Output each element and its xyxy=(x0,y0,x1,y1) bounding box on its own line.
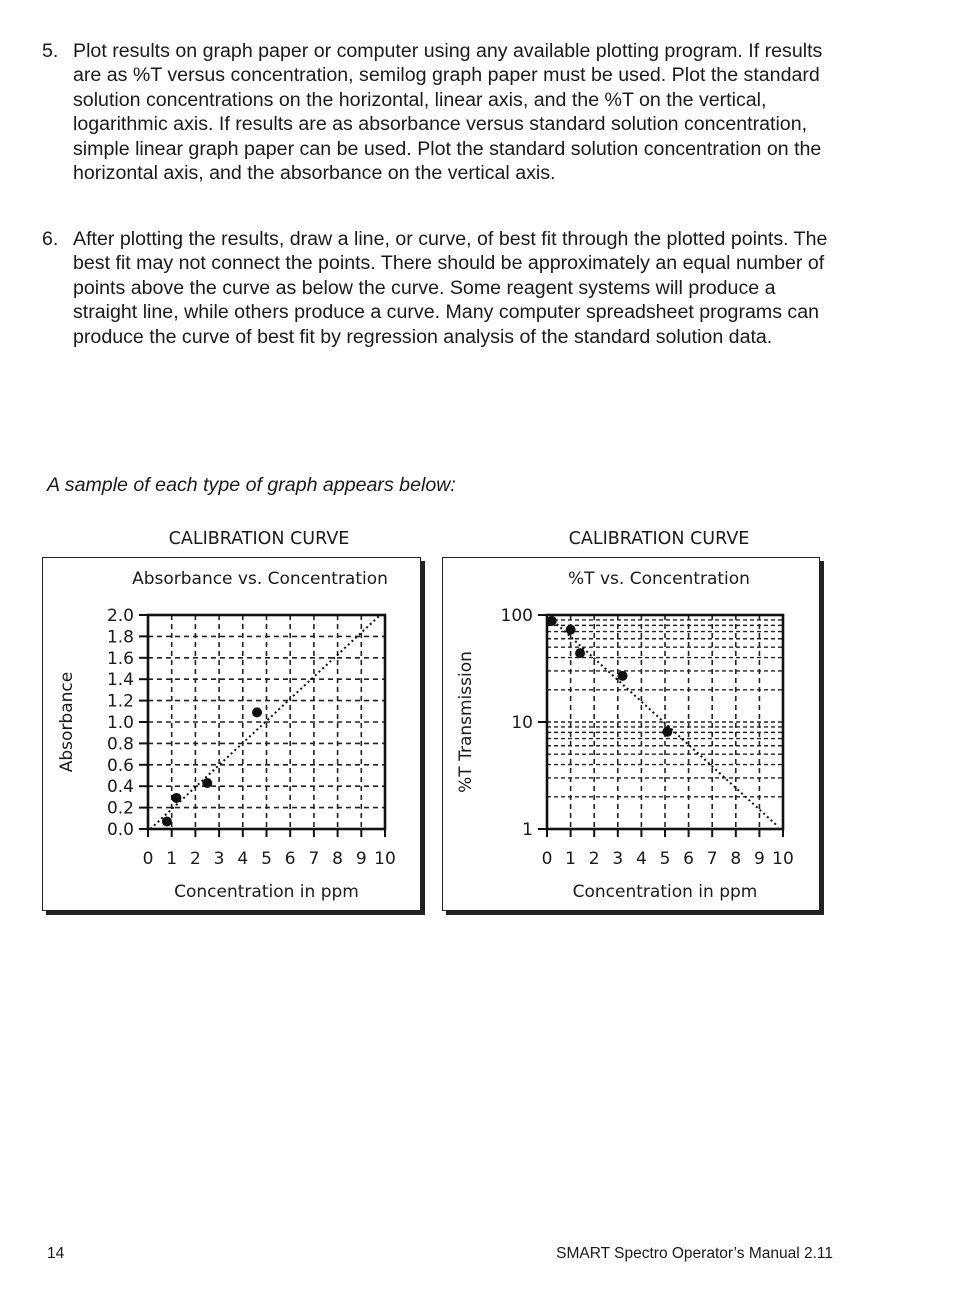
step-6 xyxy=(42,227,832,349)
x-tick-label: 6 xyxy=(284,849,296,869)
data-point xyxy=(575,648,585,658)
x-tick-label: 2 xyxy=(189,849,201,869)
chart-title-right: CALIBRATION CURVE xyxy=(568,529,750,549)
y-tick-label: 1 xyxy=(522,820,533,840)
y-tick-label: 1.2 xyxy=(106,691,134,712)
x-tick-label: 4 xyxy=(237,849,249,869)
x-tick-label: 2 xyxy=(588,849,600,869)
x-tick-label: 5 xyxy=(659,849,671,869)
step-number: 6. xyxy=(42,228,59,250)
x-tick-label: 3 xyxy=(213,849,225,869)
y-tick-label: 0.4 xyxy=(106,777,134,798)
y-tick-label: 1.4 xyxy=(106,670,134,691)
y-tick-label: 1.8 xyxy=(106,627,134,648)
step-text: After plotting the results, draw a line, or curve, of best fit through the plotted points. The best fit may not connect the points. There should be approximately an equal number of points above the curve as below the curve. Some reagent systems will produce a straight line, while others produce a curve. Many computer spreadsheet programs can produce the curve of best fit by regression analysis of the standard solution data. xyxy=(73,228,828,348)
step-text: Plot results on graph paper or computer using any available plotting program. If results are as %T versus concentration, semilog graph paper must be used. Plot the standard solution concentrations on the horizontal, linear axis, and the %T on the vertical, logarithmic axis. If results are as absorbance versus standard solution concentration, simple linear graph paper can be used. Plot the standard solution concentration on the horizontal axis, and the absorbance on the vertical axis. xyxy=(73,40,823,185)
x-tick-label: 4 xyxy=(635,849,647,869)
data-point xyxy=(547,616,557,626)
x-tick-label: 1 xyxy=(166,849,178,869)
x-axis-label: Concentration in ppm xyxy=(174,882,359,902)
transmission-chart xyxy=(442,557,820,911)
y-axis-label: %T Transmission xyxy=(456,651,476,793)
x-tick-label: 10 xyxy=(772,849,794,869)
y-tick-label: 2.0 xyxy=(106,606,134,626)
data-point xyxy=(618,671,628,681)
data-point xyxy=(662,727,672,737)
x-tick-label: 5 xyxy=(261,849,272,869)
step-5 xyxy=(42,39,832,185)
data-point xyxy=(252,707,262,717)
step-number: 5. xyxy=(42,40,59,62)
manual-title: SMART Spectro Operator’s Manual 2.11 xyxy=(556,1245,833,1262)
x-tick-label: 7 xyxy=(308,849,320,869)
y-tick-label: 0.8 xyxy=(106,734,134,755)
x-tick-label: 1 xyxy=(565,849,577,869)
chart-subtitle: Absorbance vs. Concentration xyxy=(132,569,388,589)
x-tick-label: 9 xyxy=(355,849,367,869)
graph-intro: A sample of each type of graph appears below: xyxy=(47,474,456,496)
y-tick-label: 1.6 xyxy=(106,648,134,669)
x-tick-label: 0 xyxy=(541,849,553,869)
x-tick-label: 3 xyxy=(612,849,624,869)
chart-subtitle: %T vs. Concentration xyxy=(568,569,750,589)
y-tick-label: 100 xyxy=(500,606,533,626)
data-point xyxy=(162,817,172,827)
y-tick-label: 10 xyxy=(511,713,533,733)
x-tick-label: 7 xyxy=(706,849,718,869)
y-tick-label: 1.0 xyxy=(106,713,134,733)
absorbance-chart-svg xyxy=(43,558,420,910)
data-point xyxy=(171,793,181,803)
data-point xyxy=(566,625,576,635)
x-tick-label: 10 xyxy=(374,849,396,869)
page-number: 14 xyxy=(47,1245,65,1262)
x-tick-label: 0 xyxy=(142,849,154,869)
x-tick-label: 8 xyxy=(730,849,742,869)
x-tick-label: 6 xyxy=(683,849,695,869)
y-axis-label: Absorbance xyxy=(57,671,77,773)
x-tick-label: 8 xyxy=(332,849,344,869)
data-point xyxy=(202,778,212,788)
transmission-chart-svg xyxy=(443,558,819,910)
absorbance-chart xyxy=(42,557,421,911)
y-tick-label: 0.2 xyxy=(106,798,134,819)
chart-title-left: CALIBRATION CURVE xyxy=(168,529,350,549)
y-tick-label: 0.6 xyxy=(106,755,134,776)
y-tick-label: 0.0 xyxy=(106,820,134,840)
x-axis-label: Concentration in ppm xyxy=(572,882,758,902)
x-tick-label: 9 xyxy=(753,849,765,869)
